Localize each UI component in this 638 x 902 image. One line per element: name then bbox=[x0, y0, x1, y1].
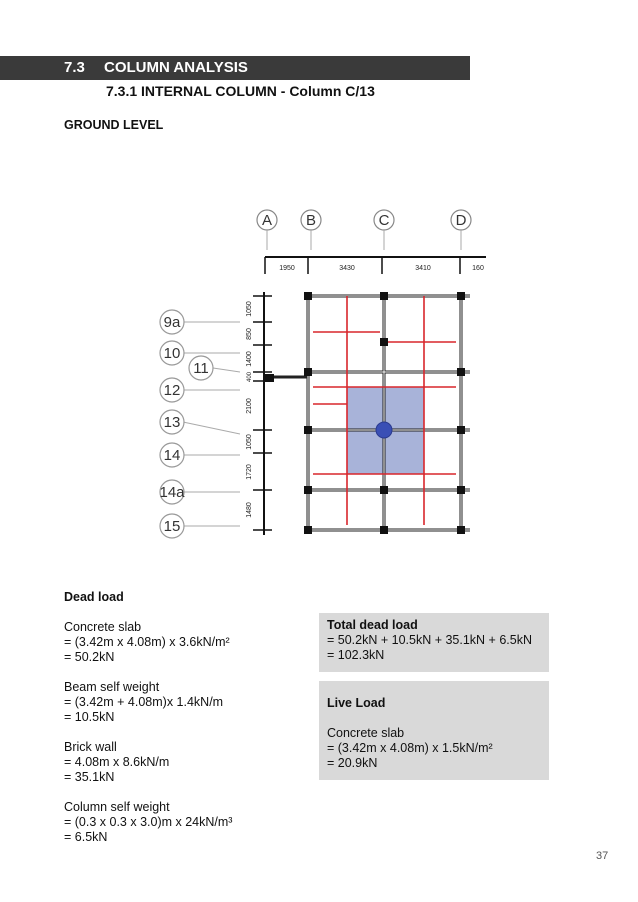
axis-label-c: C bbox=[378, 212, 390, 229]
axis-label-9a: 9a bbox=[163, 314, 181, 331]
section-heading-bar bbox=[0, 56, 470, 80]
dim-label: 1050 bbox=[246, 301, 253, 317]
axis-label-15: 15 bbox=[163, 518, 181, 535]
dim-label: 2100 bbox=[246, 398, 253, 414]
axis-label-14: 14 bbox=[163, 447, 181, 464]
beam-self-weight-label: Beam self weight bbox=[64, 680, 160, 694]
section-title: COLUMN ANALYSIS bbox=[104, 59, 248, 76]
brick-wall-label: Brick wall bbox=[64, 740, 117, 754]
live-load-label: Concrete slab bbox=[327, 726, 405, 740]
dim-label: 3410 bbox=[415, 265, 431, 272]
top-dimension-line bbox=[265, 257, 486, 274]
live-load-heading: Live Load bbox=[327, 696, 386, 710]
axis-label-b: B bbox=[305, 212, 317, 229]
live-load-calc: = (3.42m x 4.08m) x 1.5kN/m² bbox=[327, 741, 493, 755]
total-dead-load-result: = 102.3kN bbox=[327, 648, 385, 662]
column-c13-marker bbox=[376, 422, 392, 438]
left-dimension-line bbox=[246, 292, 272, 535]
concrete-slab-label: Concrete slab bbox=[64, 620, 142, 634]
beam-self-weight-result: = 10.5kN bbox=[64, 710, 115, 724]
concrete-slab-calc: = (3.42m x 4.08m) x 3.6kN/m² bbox=[64, 635, 230, 649]
dim-label: 1400 bbox=[246, 351, 253, 367]
dead-load-section bbox=[64, 590, 304, 845]
column-self-weight-calc: = (0.3 x 0.3 x 3.0)m x 24kN/m³ bbox=[64, 815, 233, 829]
axis-label-10: 10 bbox=[163, 345, 181, 362]
total-dead-load-box bbox=[319, 613, 549, 672]
axis-label-11: 11 bbox=[193, 360, 209, 377]
level-heading: GROUND LEVEL bbox=[64, 118, 164, 132]
floor-plan-drawing bbox=[140, 200, 486, 548]
concrete-slab-result: = 50.2kN bbox=[64, 650, 115, 664]
axis-label-14a: 14a bbox=[159, 484, 185, 501]
column-self-weight-label: Column self weight bbox=[64, 800, 170, 814]
axis-label-12: 12 bbox=[163, 382, 181, 399]
dim-label: 1950 bbox=[279, 265, 295, 272]
beam-self-weight-calc: = (3.42m + 4.08m)x 1.4kN/m bbox=[64, 695, 224, 709]
dim-label: 1720 bbox=[246, 464, 253, 480]
dim-label: 850 bbox=[246, 328, 253, 340]
subsection-title: 7.3.1 INTERNAL COLUMN - Column C/13 bbox=[106, 83, 375, 99]
live-load-result: = 20.9kN bbox=[327, 756, 378, 770]
brick-wall-calc: = 4.08m x 8.6kN/m bbox=[64, 755, 170, 769]
axis-label-13: 13 bbox=[163, 414, 181, 431]
live-load-box bbox=[319, 681, 549, 780]
dim-label: 1480 bbox=[246, 502, 253, 518]
total-dead-load-calc: = 50.2kN + 10.5kN + 35.1kN + 6.5kN bbox=[327, 633, 532, 647]
brick-wall-result: = 35.1kN bbox=[64, 770, 115, 784]
page-number: 37 bbox=[596, 850, 609, 862]
dim-label: 1050 bbox=[246, 434, 253, 450]
dim-label: 160 bbox=[472, 265, 484, 272]
dim-label: 400 bbox=[247, 371, 253, 383]
axis-label-a: A bbox=[261, 212, 273, 229]
axis-label-d: D bbox=[455, 212, 467, 229]
total-dead-load-heading: Total dead load bbox=[327, 618, 418, 632]
dim-label: 3430 bbox=[339, 265, 355, 272]
section-number: 7.3 bbox=[64, 59, 85, 76]
column-self-weight-result: = 6.5kN bbox=[64, 830, 108, 844]
dead-load-heading: Dead load bbox=[64, 590, 124, 604]
row-axis-bubbles bbox=[159, 310, 240, 538]
column-axis-bubbles bbox=[257, 210, 471, 250]
